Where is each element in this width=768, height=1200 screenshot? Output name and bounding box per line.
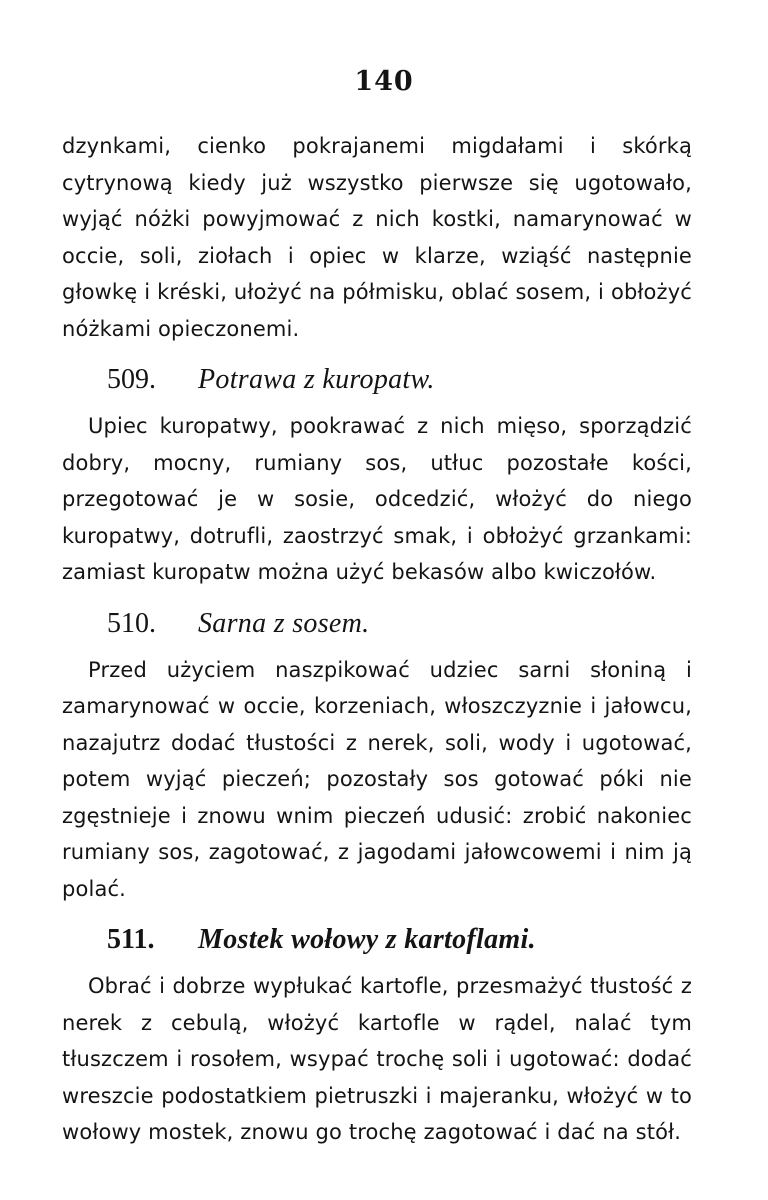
recipe-number: 509. (107, 364, 156, 395)
recipe-title: Mostek wołowy z kartoflami. (198, 924, 536, 955)
recipe-heading-509 (62, 364, 692, 398)
recipe-number: 511. (107, 924, 155, 955)
page-content (62, 128, 692, 1151)
recipe-heading-510 (62, 608, 692, 642)
recipe-body-510: Przed użyciem naszpikować udziec sarni słoniną i zamarynować w occie, korzeniach, włoszczyznie i jałowcu, nazajutrz dodać tłustości z nerek, soli, wody i ugotować, potem wyjąć pieczeń; pozostały sos gotować póki nie zgęstnieje i znowu wnim pieczeń udusić: zrobić nakoniec rumiany sos, zagotować, z jagodami jałowcowemi i nim ją polać. (62, 657, 692, 901)
recipe-title: Potrawa z kuropatw. (198, 364, 435, 395)
recipe-body-509: Upiec kuropatwy, pookrawać z nich mięso, sporządzić dobry, mocny, rumiany sos, utłuc pozostałe kości, przegotować je w sosie, odcedzić, włożyć do niego kuropatwy, dotrufli, zaostrzyć smak, i obłożyć grzankami: zamiast kuropatw można użyć bekasów albo kwiczołów. (62, 414, 692, 584)
recipe-heading-511 (62, 924, 692, 958)
intro-paragraph: dzynkami, cienko pokrajanemi migdałami i skórką cytrynową kiedy już wszystko pierwsze się ugotowało, wyjąć nóżki powyjmować z nich kostki, namarynować w occie, soli, ziołach i opiec w klarze, wziąść następnie głowkę i kréski, ułożyć na półmisku, oblać sosem, i obłożyć nóżkami opieczonemi. (62, 134, 692, 341)
page-number: 140 (354, 66, 414, 97)
recipe-body-511: Obrać i dobrze wypłukać kartofle, przesmażyć tłustość z nerek z cebulą, włożyć kartofle w rądel, nalać tym tłuszczem i rosołem, wsypać trochę soli i ugotować: dodać wreszcie podostatkiem pietruszki i majeranku, włożyć w to wołowy mostek, znowu go trochę zagotować i dać na stół. (62, 974, 692, 1144)
recipe-number: 510. (107, 607, 156, 639)
recipe-title: Sarna z sosem. (198, 607, 370, 639)
